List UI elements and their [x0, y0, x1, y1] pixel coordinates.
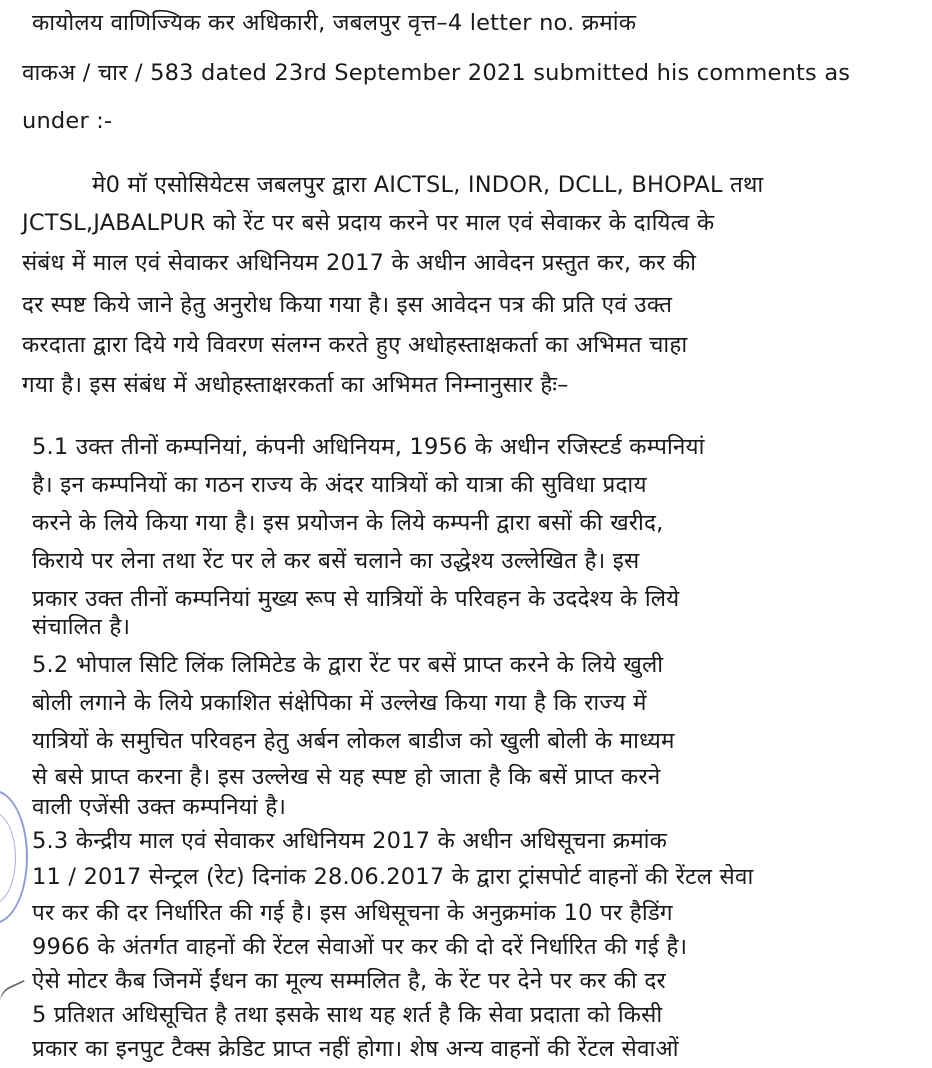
pen-mark — [0, 980, 33, 1013]
text-line: 5.3 केन्द्रीय माल एवं सेवाकर अधिनियम 2017 के अधीन अधिसूचना क्रमांक — [32, 828, 668, 854]
text-line: करने के लिये किया गया है। इस प्रयोजन के लिये कम्पनी द्वारा बसों की खरीद, — [32, 510, 664, 536]
text-line: से बसे प्राप्त करना है। इस उल्लेख से यह स्पष्ट हो जाता है कि बसें प्राप्त करने — [32, 764, 661, 790]
text-line: मे0 मॉ एसोसियेटस जबलपुर द्वारा AICTSL, INDOR, DCLL, BHOPAL तथा — [92, 172, 764, 198]
text-line: यात्रियों के समुचित परिवहन हेतु अर्बन लोकल बाडीज को खुली बोली के माध्यम — [32, 728, 675, 754]
text-line: संचालित है। — [32, 614, 131, 640]
text-line: किराये पर लेना तथा रेंट पर ले कर बसें चलाने का उद्धेश्य उल्लेखित है। इस — [32, 548, 640, 574]
text-line: गया है। इस संबंध में अधोहस्ताक्षरकर्ता का अभिमत निम्नानुसार हैः– — [22, 372, 569, 398]
text-line: दर स्पष्ट किये जाने हेतु अनुरोध किया गया है। इस आवेदन पत्र की प्रति एवं उक्त — [22, 292, 673, 318]
text-line: वाली एजेंसी उक्त कम्पनियां है। — [32, 794, 287, 820]
text-line: कायोलय वाणिज्यिक कर अधिकारी, जबलपुर वृत्त–4 letter no. क्रमांक — [32, 10, 637, 36]
text-line: 11 / 2017 सेन्ट्रल (रेट) दिनांक 28.06.2017 के द्वारा ट्रांसपोर्ट वाहनों की रेंटल सेवा — [32, 864, 754, 890]
text-line: संबंध में माल एवं सेवाकर अधिनियम 2017 के अधीन आवेदन प्रस्तुत कर, कर की — [22, 250, 697, 276]
text-line: बोली लगाने के लिये प्रकाशित संक्षेपिका में उल्लेख किया गया है कि राज्य में — [32, 690, 647, 716]
text-line: 9966 के अंतर्गत वाहनों की रेंटल सेवाओं पर कर की दो दरें निर्धारित की गई है। — [32, 934, 688, 960]
text-line: वाकअ / चार / 583 dated 23rd September 2021 submitted his comments as — [22, 60, 851, 86]
text-line: प्रकार का इनपुट टैक्स क्रेडिट प्राप्त नहीं होगा। शेष अन्य वाहनों की रेंटल सेवाओं — [32, 1036, 679, 1062]
text-line: ऐसे मोटर कैब जिनमें ईंधन का मूल्य सम्मलित है, के रेंट पर देने पर कर की दर — [32, 968, 666, 994]
text-line: करदाता द्वारा दिये गये विवरण संलग्न करते हुए अधोहस्ताक्षकर्ता का अभिमत चाहा — [22, 332, 688, 358]
text-line: JCTSL,JABALPUR को रेंट पर बसे प्रदाय करने पर माल एवं सेवाकर के दायित्व के — [22, 210, 715, 236]
text-line: पर कर की दर निर्धारित की गई है। इस अधिसूचना के अनुक्रमांक 10 पर हैडिंग — [32, 900, 673, 926]
text-line: 5 प्रतिशत अधिसूचित है तथा इसके साथ यह शर्त है कि सेवा प्रदाता को किसी — [32, 1002, 663, 1028]
text-line: है। इन कम्पनियों का गठन राज्य के अंदर यात्रियों को यात्रा की सुविधा प्रदाय — [32, 472, 647, 498]
text-line: 5.2 भोपाल सिटि लिंक लिमिटेड के द्वारा रेंट पर बसें प्राप्त करने के लिये खुली — [32, 652, 664, 678]
text-line: प्रकार उक्त तीनों कम्पनियां मुख्य रूप से यात्रियों के परिवहन के उददेश्य के लिये — [32, 586, 680, 612]
text-line: 5.1 उक्त तीनों कम्पनियां, कंपनी अधिनियम, 1956 के अधीन रजिस्टर्ड कम्पनियां — [32, 434, 705, 460]
text-line: under :- — [22, 108, 113, 134]
